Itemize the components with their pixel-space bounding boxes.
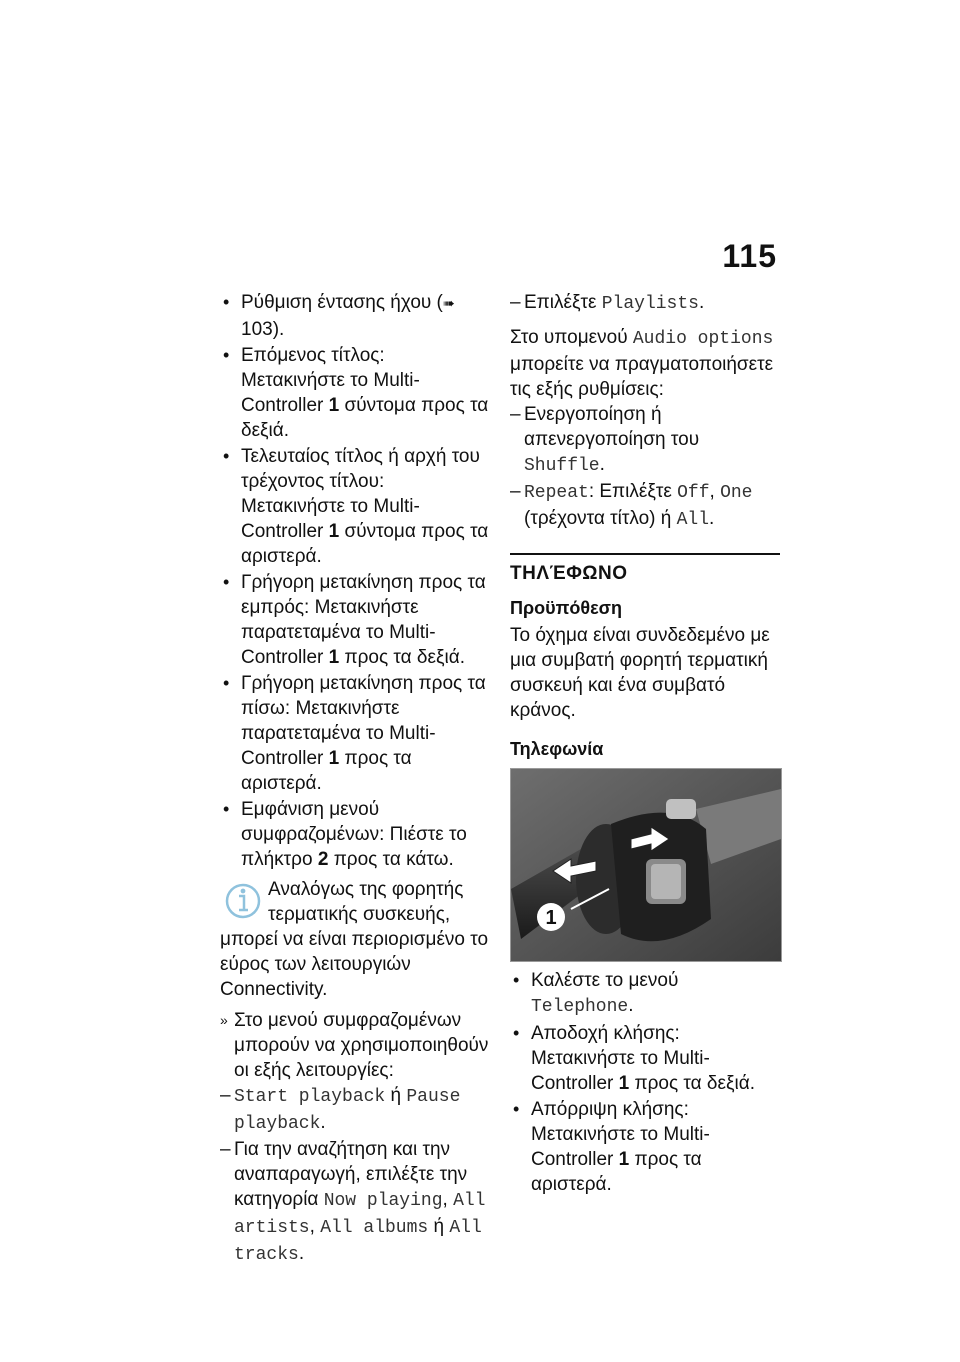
- list-item-playback: [220, 1083, 492, 1137]
- item-text: ,: [709, 481, 721, 502]
- item-text: ,: [442, 1189, 454, 1210]
- list-item-reject-call: [510, 1097, 780, 1197]
- item-text: ή: [428, 1216, 450, 1237]
- menu-option: All albums: [320, 1218, 429, 1238]
- result-mark: »: [220, 1012, 228, 1028]
- item-text: σύντομα προς τα δεξιά.: [241, 395, 489, 441]
- audio-options-paragraph: [510, 325, 780, 402]
- item-text: Απόρριψη κλήσης: Μετακινήστε το Multi-Controller: [531, 1099, 710, 1170]
- item-text: Αποδοχή κλήσης: Μετακινήστε το Multi-Controller: [531, 1023, 710, 1094]
- list-item-context-menu: [220, 797, 492, 872]
- menu-option: Start playback: [234, 1087, 386, 1107]
- item-text: σύντομα προς τα αριστερά.: [241, 521, 489, 567]
- menu-option: Audio options: [632, 329, 774, 349]
- item-text: ή: [385, 1085, 407, 1106]
- result-line: [220, 1008, 492, 1083]
- menu-option: All: [676, 510, 710, 530]
- left-column: [220, 290, 492, 1268]
- reference-number: 1: [618, 1073, 630, 1094]
- item-text: ,: [309, 1216, 321, 1237]
- item-text: μπορείτε να πραγματοποιήσετε τις εξής ρυθμίσεις:: [510, 354, 774, 400]
- item-text: .: [599, 454, 605, 475]
- item-text: Εμφάνιση μενού συμφραζομένων: Πιέστε το πλήκτρο: [241, 799, 467, 870]
- list-item-repeat: [510, 479, 780, 533]
- arrow-right-icon: ➠: [442, 296, 455, 312]
- info-icon: [222, 877, 264, 921]
- list-item-playlists: [510, 290, 780, 317]
- item-text: προς τα δεξιά.: [629, 1073, 755, 1094]
- telephony-title: Τηλεφωνία: [510, 739, 604, 759]
- list-item-fast-forward: [220, 570, 492, 670]
- result-text: Στο μενού συμφραζομένων μπορούν να χρησιμοποιηθούν οι εξής λειτουργίες:: [234, 1010, 489, 1081]
- item-text: .: [709, 508, 715, 529]
- reference-number: 1: [328, 395, 340, 416]
- item-text: Ενεργοποίηση ή απενεργοποίηση του: [524, 404, 700, 450]
- item-text: προς τα δεξιά.: [339, 647, 465, 668]
- menu-option: Now playing: [323, 1191, 443, 1211]
- page-number: 115: [722, 238, 777, 274]
- list-item-volume: [220, 290, 492, 342]
- menu-option: One: [720, 483, 753, 503]
- menu-option: All tracks: [234, 1218, 482, 1265]
- item-text: : Επιλέξτε: [588, 481, 678, 502]
- item-text: προς τα κάτω.: [328, 849, 454, 870]
- menu-option: Telephone: [531, 997, 629, 1017]
- prerequisite-text: Το όχημα είναι συνδεδεμένο με μια συμβατή φορητή τερματική συσκευή και ένα συμβατό κράνος.: [510, 625, 770, 721]
- handlebar-illustration: [511, 769, 781, 961]
- item-text: Καλέστε το μενού: [531, 970, 679, 991]
- item-text: Για την αναζήτηση και την αναπαραγωγή, επιλέξτε την κατηγορία: [234, 1139, 468, 1210]
- item-text: Επιλέξτε: [524, 292, 602, 313]
- menu-option: Shuffle: [524, 456, 600, 476]
- list-item-previous-title: [220, 444, 492, 569]
- list-item-next-title: [220, 343, 492, 443]
- menu-option: Pause playback: [234, 1087, 461, 1134]
- menu-option: Repeat: [524, 483, 589, 503]
- item-text: Τελευταίος τίτλος ή αρχή του τρέχοντος τίτλου: Μετακινήστε το Multi-Controller: [241, 446, 480, 542]
- menu-option: Off: [677, 483, 710, 503]
- section-divider: [510, 553, 780, 555]
- item-text: προς τα αριστερά.: [241, 748, 412, 794]
- note-text: Αναλόγως της φορητής τερματικής συσκευής, μπορεί να είναι περιορισμένο το εύρος των λειτουργιών Connectivity.: [220, 879, 489, 1000]
- handlebar-controller-photo: [510, 768, 782, 962]
- prerequisite-title: Προϋπόθεση: [510, 598, 622, 618]
- reference-number: 2: [317, 849, 329, 870]
- item-text: .: [628, 995, 634, 1016]
- reference-number: 1: [328, 647, 340, 668]
- list-item-accept-call: [510, 1021, 780, 1096]
- reference-number: 1: [618, 1149, 630, 1170]
- menu-option: All artists: [234, 1191, 486, 1238]
- item-text: Γρήγορη μετακίνηση προς τα εμπρός: Μετακινήστε παρατεταμένα το Multi-Controller: [241, 572, 486, 668]
- item-text: προς τα αριστερά.: [531, 1149, 702, 1195]
- list-item-shuffle: [510, 402, 780, 479]
- item-text: (τρέχοντα τίτλο) ή: [524, 508, 677, 529]
- item-text: Στο υπομενού: [510, 327, 633, 348]
- callout-label: 1: [545, 907, 557, 929]
- reference-number: 1: [328, 521, 340, 542]
- reference-number: 1: [328, 748, 340, 769]
- item-text: .: [698, 292, 705, 313]
- menu-option: Playlists: [601, 294, 699, 314]
- item-text: Ρύθμιση έντασης ήχου (: [241, 292, 443, 313]
- item-text: Επόμενος τίτλος: Μετακινήστε το Multi-Controller: [241, 345, 420, 416]
- item-text: .: [320, 1112, 326, 1133]
- info-note: [220, 877, 492, 1002]
- item-text: .: [298, 1243, 305, 1264]
- list-item-telephone-menu: [510, 968, 780, 1020]
- page-reference: 103).: [241, 319, 285, 340]
- list-item-rewind: [220, 671, 492, 796]
- list-item-search: [220, 1137, 492, 1268]
- section-title: ΤΗΛΈΦΩΝΟ: [510, 563, 628, 584]
- item-text: Γρήγορη μετακίνηση προς τα πίσω: Μετακινήστε παρατεταμένα το Multi-Controller: [241, 673, 486, 769]
- right-column: [510, 290, 780, 1198]
